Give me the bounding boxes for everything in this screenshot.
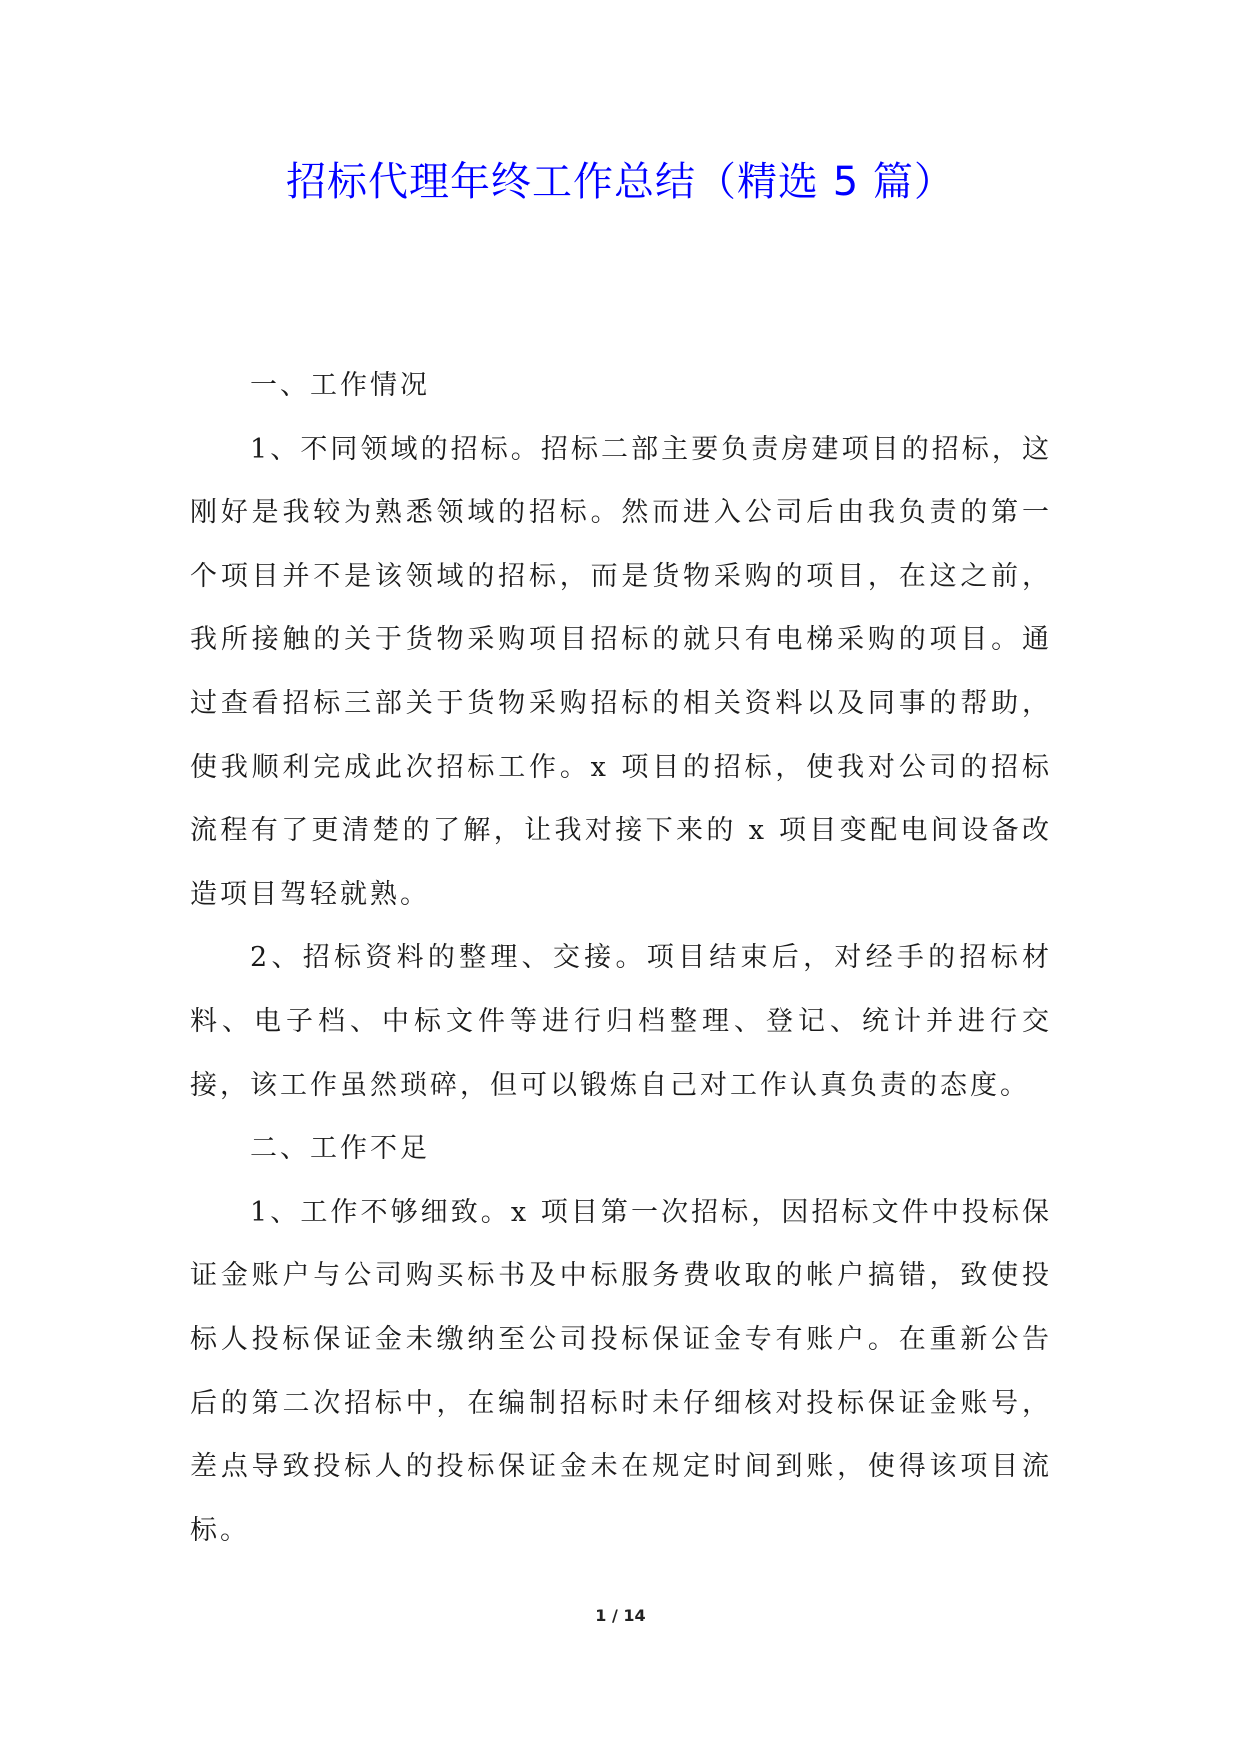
section-heading-work-situation: 一、工作情况 (250, 370, 430, 401)
page-number: 1 / 14 (595, 1606, 646, 1625)
document-body (190, 354, 1052, 1562)
section-heading-work-shortcomings: 二、工作不足 (250, 1133, 430, 1165)
document-title: 招标代理年终工作总结（精选 5 篇） (286, 159, 955, 205)
paragraph-different-fields: 1、不同领域的招标。招标二部主要负责房建项目的招标，这刚好是我较为熟悉领域的招标。然而进入公司后由我负责的第一个项目并不是该领域的招标，而是货物采购的项目，在这之前，我所接触的关于货物采购项目招标的就只有电梯采购的项目。通过查看招标三部关于货物采购招标的相关资料以及同事的帮助，使我顺利完成此次招标工作。x 项目的招标，使我对公司的招标流程有了更清楚的了解，让我对接下来的 x 项目变配电间设备改造项目驾轻就熟。 (190, 433, 1052, 910)
paragraph-not-careful-enough: 1、工作不够细致。x 项目第一次招标，因招标文件中投标保证金账户与公司购买标书及中标服务费收取的帐户搞错，致使投标人投标保证金未缴纳至公司投标保证金专有账户。在重新公告后的第二次招标中，在编制招标时未仔细核对投标保证金账号，差点导致投标人的投标保证金未在规定时间到账，使得该项目流标。 (190, 1196, 1052, 1546)
paragraph-document-handover: 2、招标资料的整理、交接。项目结束后，对经手的招标材料、电子档、中标文件等进行归档整理、登记、统计并进行交接，该工作虽然琐碎，但可以锻炼自己对工作认真负责的态度。 (190, 942, 1052, 1101)
